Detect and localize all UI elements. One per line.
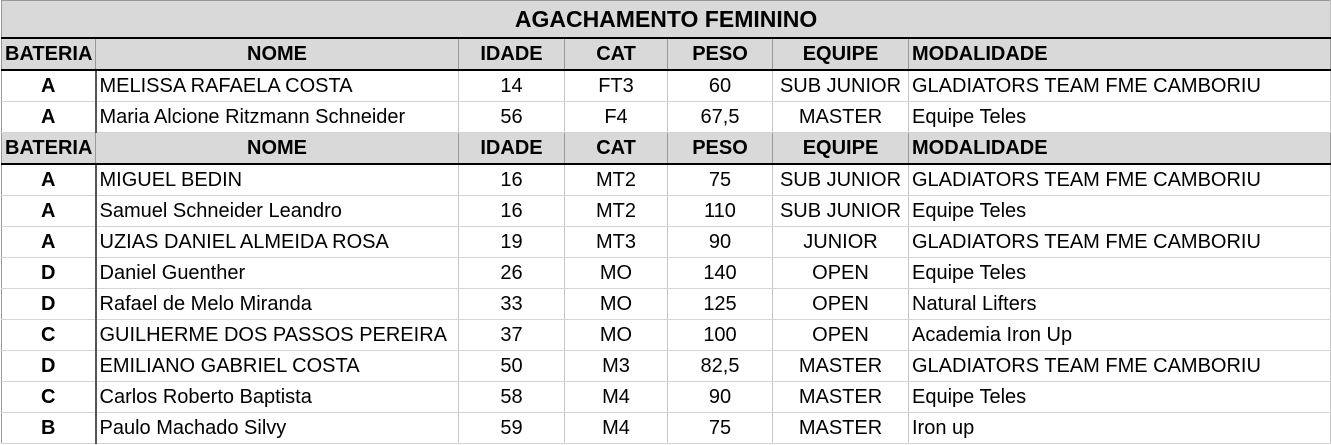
cell-idade: 37 <box>459 320 565 351</box>
cell-equipe: SUB JUNIOR <box>773 196 909 227</box>
cell-nome: Rafael de Melo Miranda <box>96 289 459 320</box>
cell-peso: 140 <box>668 258 773 289</box>
cell-cat: MO <box>565 320 668 351</box>
cell-peso: 60 <box>668 70 773 102</box>
cell-bateria: A <box>2 164 96 196</box>
cell-equipe: OPEN <box>773 320 909 351</box>
cell-bateria: A <box>2 227 96 258</box>
column-header-bateria: BATERIA <box>2 38 96 70</box>
cell-cat: M3 <box>565 351 668 382</box>
table-row <box>2 164 1331 196</box>
table-row <box>2 351 1331 382</box>
table-row <box>2 320 1331 351</box>
column-header-modalidade: MODALIDADE <box>909 38 1331 70</box>
column-header-idade: IDADE <box>459 38 565 70</box>
column-header-peso: PESO <box>668 38 773 70</box>
table-row <box>2 196 1331 227</box>
cell-equipe: SUB JUNIOR <box>773 70 909 102</box>
cell-idade: 50 <box>459 351 565 382</box>
cell-peso: 75 <box>668 164 773 196</box>
cell-nome: Carlos Roberto Baptista <box>96 382 459 413</box>
cell-modalidade: GLADIATORS TEAM FME CAMBORIU <box>909 164 1331 196</box>
table-row <box>2 102 1331 133</box>
cell-bateria: C <box>2 382 96 413</box>
cell-equipe: MASTER <box>773 351 909 382</box>
table-row <box>2 227 1331 258</box>
cell-modalidade: Natural Lifters <box>909 289 1331 320</box>
column-header-cat: CAT <box>565 38 668 70</box>
cell-bateria: B <box>2 413 96 444</box>
cell-cat: MT2 <box>565 196 668 227</box>
column-header-equipe: EQUIPE <box>773 38 909 70</box>
column-header-peso: PESO <box>668 133 773 165</box>
column-header-cat: CAT <box>565 133 668 165</box>
column-header-bateria: BATERIA <box>2 133 96 165</box>
table-row <box>2 258 1331 289</box>
cell-bateria: D <box>2 289 96 320</box>
cell-nome: UZIAS DANIEL ALMEIDA ROSA <box>96 227 459 258</box>
cell-peso: 90 <box>668 382 773 413</box>
cell-bateria: C <box>2 320 96 351</box>
cell-equipe: MASTER <box>773 413 909 444</box>
cell-cat: MO <box>565 258 668 289</box>
cell-bateria: A <box>2 102 96 133</box>
cell-cat: M4 <box>565 413 668 444</box>
header-row <box>2 38 1331 70</box>
cell-nome: Daniel Guenther <box>96 258 459 289</box>
cell-nome: EMILIANO GABRIEL COSTA <box>96 351 459 382</box>
column-header-idade: IDADE <box>459 133 565 165</box>
cell-peso: 110 <box>668 196 773 227</box>
cell-peso: 100 <box>668 320 773 351</box>
table-row <box>2 413 1331 444</box>
header-row <box>2 133 1331 165</box>
cell-equipe: SUB JUNIOR <box>773 164 909 196</box>
cell-peso: 82,5 <box>668 351 773 382</box>
cell-modalidade: GLADIATORS TEAM FME CAMBORIU <box>909 70 1331 102</box>
cell-equipe: OPEN <box>773 258 909 289</box>
table-row <box>2 289 1331 320</box>
cell-idade: 14 <box>459 70 565 102</box>
cell-nome: Paulo Machado Silvy <box>96 413 459 444</box>
cell-bateria: D <box>2 351 96 382</box>
cell-cat: F4 <box>565 102 668 133</box>
cell-idade: 16 <box>459 164 565 196</box>
cell-cat: MT3 <box>565 227 668 258</box>
cell-modalidade: Equipe Teles <box>909 196 1331 227</box>
results-table <box>1 0 1331 444</box>
cell-idade: 19 <box>459 227 565 258</box>
cell-nome: MELISSA RAFAELA COSTA <box>96 70 459 102</box>
cell-peso: 125 <box>668 289 773 320</box>
cell-modalidade: Academia Iron Up <box>909 320 1331 351</box>
sheet-title: AGACHAMENTO FEMININO <box>2 1 1331 39</box>
column-header-modalidade: MODALIDADE <box>909 133 1331 165</box>
cell-cat: MO <box>565 289 668 320</box>
cell-idade: 56 <box>459 102 565 133</box>
cell-idade: 33 <box>459 289 565 320</box>
cell-idade: 58 <box>459 382 565 413</box>
cell-bateria: D <box>2 258 96 289</box>
cell-modalidade: Equipe Teles <box>909 258 1331 289</box>
cell-cat: M4 <box>565 382 668 413</box>
cell-modalidade: Equipe Teles <box>909 382 1331 413</box>
cell-bateria: A <box>2 70 96 102</box>
cell-equipe: OPEN <box>773 289 909 320</box>
cell-nome: Maria Alcione Ritzmann Schneider <box>96 102 459 133</box>
cell-peso: 75 <box>668 413 773 444</box>
cell-equipe: MASTER <box>773 102 909 133</box>
title-row <box>2 1 1331 39</box>
cell-modalidade: GLADIATORS TEAM FME CAMBORIU <box>909 351 1331 382</box>
cell-idade: 26 <box>459 258 565 289</box>
cell-peso: 90 <box>668 227 773 258</box>
cell-cat: FT3 <box>565 70 668 102</box>
cell-equipe: MASTER <box>773 382 909 413</box>
cell-peso: 67,5 <box>668 102 773 133</box>
column-header-equipe: EQUIPE <box>773 133 909 165</box>
cell-modalidade: Iron up <box>909 413 1331 444</box>
table-row <box>2 382 1331 413</box>
column-header-nome: NOME <box>96 38 459 70</box>
cell-idade: 59 <box>459 413 565 444</box>
table-row <box>2 70 1331 102</box>
cell-cat: MT2 <box>565 164 668 196</box>
cell-modalidade: Equipe Teles <box>909 102 1331 133</box>
cell-nome: MIGUEL BEDIN <box>96 164 459 196</box>
cell-idade: 16 <box>459 196 565 227</box>
cell-nome: Samuel Schneider Leandro <box>96 196 459 227</box>
cell-bateria: A <box>2 196 96 227</box>
cell-modalidade: GLADIATORS TEAM FME CAMBORIU <box>909 227 1331 258</box>
cell-equipe: JUNIOR <box>773 227 909 258</box>
column-header-nome: NOME <box>96 133 459 165</box>
cell-nome: GUILHERME DOS PASSOS PEREIRA <box>96 320 459 351</box>
